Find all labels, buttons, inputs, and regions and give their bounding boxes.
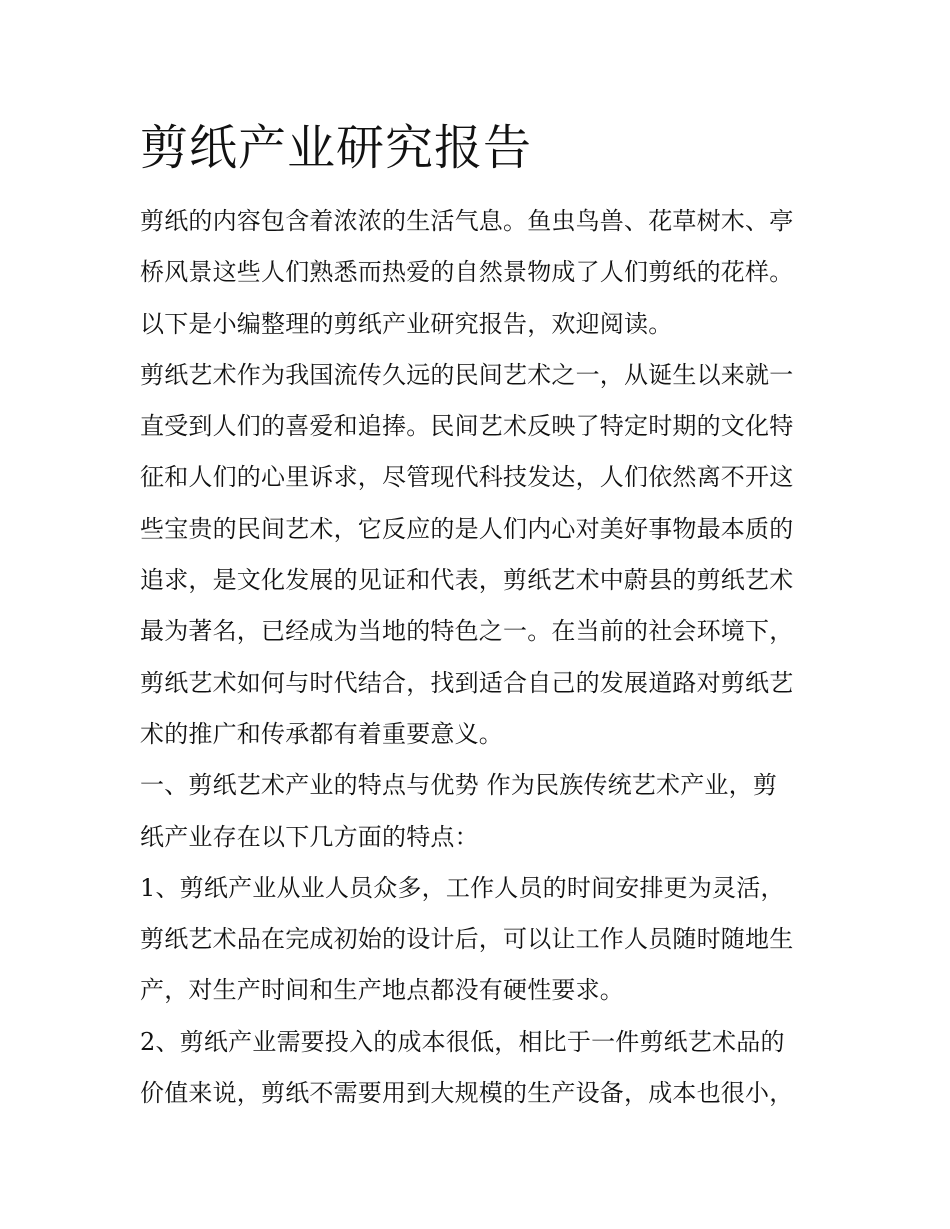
text-line: 纸产业存在以下几方面的特点： xyxy=(140,822,479,851)
text-line: 剪纸艺术如何与时代结合，找到适合自己的发展道路对剪纸艺 xyxy=(140,668,794,697)
text-line: 剪纸艺术作为我国流传久远的民间艺术之一，从诞生以来就一 xyxy=(140,360,794,389)
text-line: 以下是小编整理的剪纸产业研究报告，欢迎阅读。 xyxy=(140,309,673,338)
text-line: 价值来说，剪纸不需要用到大规模的生产设备，成本也很小， xyxy=(140,1079,794,1108)
text-line: 一、剪纸艺术产业的特点与优势 作为民族传统艺术产业，剪 xyxy=(140,771,778,800)
text-line: 追求，是文化发展的见证和代表，剪纸艺术中蔚县的剪纸艺术 xyxy=(140,566,794,595)
text-line: 产，对生产时间和生产地点都没有硬性要求。 xyxy=(140,976,624,1005)
text-line: 2、剪纸产业需要投入的成本很低，相比于一件剪纸艺术品的 xyxy=(140,1027,785,1056)
document-title: 剪纸产业研究报告 xyxy=(140,120,533,176)
text-line: 直受到人们的喜爱和追捧。民间艺术反映了特定时期的文化特 xyxy=(140,412,794,441)
text-line: 术的推广和传承都有着重要意义。 xyxy=(140,719,503,748)
text-line: 剪纸艺术品在完成初始的设计后，可以让工作人员随时随地生 xyxy=(140,925,794,954)
text-line: 桥风景这些人们熟悉而热爱的自然景物成了人们剪纸的花样。 xyxy=(140,258,794,287)
text-line: 征和人们的心里诉求，尽管现代科技发达，人们依然离不开这 xyxy=(140,463,794,492)
text-line: 剪纸的内容包含着浓浓的生活气息。鱼虫鸟兽、花草树木、亭 xyxy=(140,207,794,235)
text-line: 最为著名，已经成为当地的特色之一。在当前的社会环境下， xyxy=(140,617,794,646)
text-line: 些宝贵的民间艺术，它反应的是人们内心对美好事物最本质的 xyxy=(140,514,794,543)
text-line: 1、剪纸产业从业人员众多，工作人员的时间安排更为灵活， xyxy=(140,873,785,902)
document-body xyxy=(140,196,820,1119)
